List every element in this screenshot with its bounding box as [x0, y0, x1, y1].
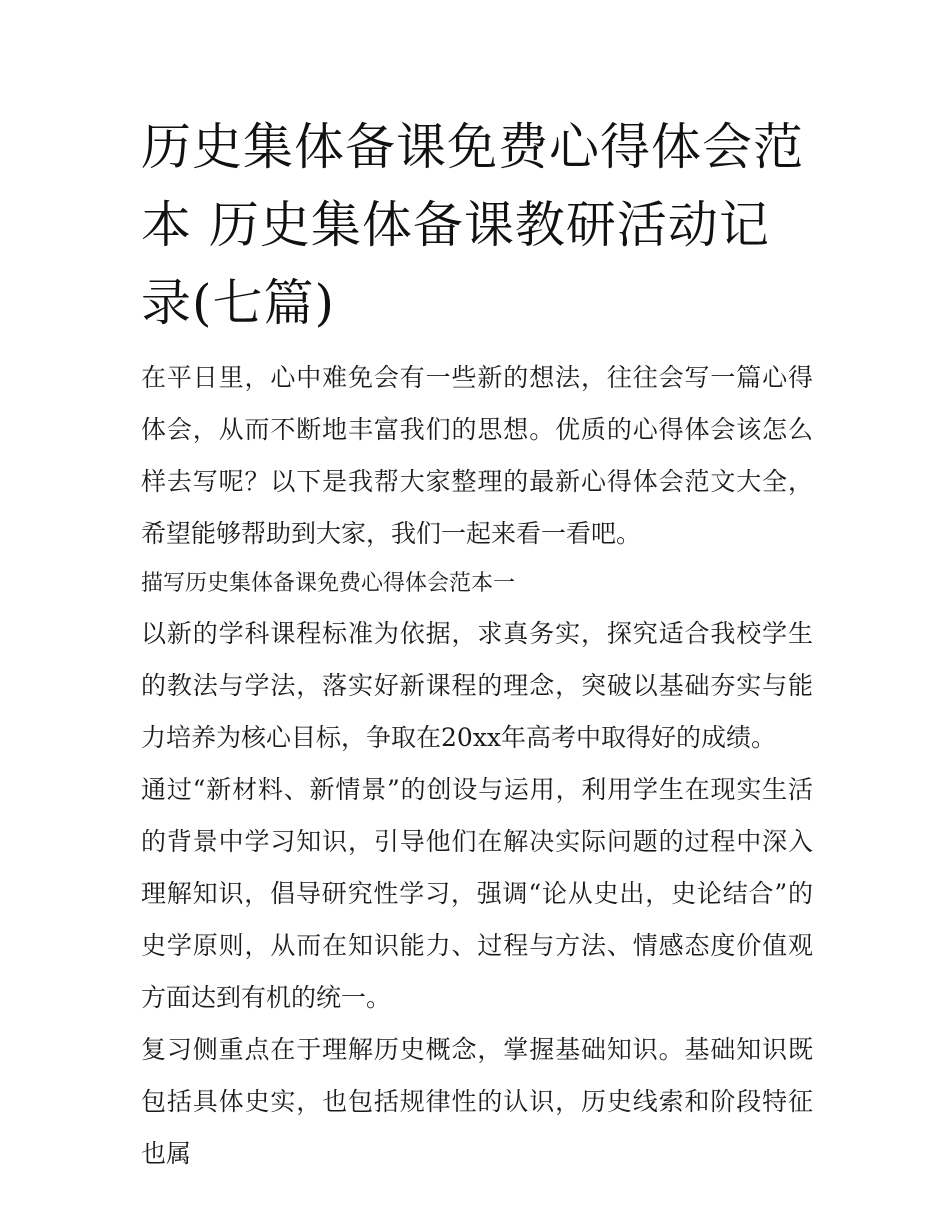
- body-paragraph: 通过“新材料、新情景”的创设与运用，利用学生在现实生活的背景中学习知识，引导他们在解决实际问题的过程中深入理解知识，倡导研究性学习，强调“论从史出，史论结合”的史学原则，从而在知识能力、过程与方法、情感态度价值观方面达到有机的统一。: [141, 775, 813, 1012]
- document-body: [141, 352, 813, 1180]
- intro-paragraph: 在平日里，心中难免会有一些新的想法，往往会写一篇心得体会，从而不断地丰富我们的思想。优质的心得体会该怎么样去写呢？以下是我帮大家整理的最新心得体会范文大全，希望能够帮助到大家，我们一起来看一看吧。: [141, 363, 813, 548]
- document-title: 历史集体备课免费心得体会范本 历史集体备课教研活动记录(七篇): [141, 118, 804, 332]
- body-paragraph: 复习侧重点在于理解历史概念，掌握基础知识。基础知识既包括具体史实，也包括规律性的认识，历史线索和阶段特征也属: [141, 1035, 813, 1168]
- body-paragraph: 以新的学科课程标准为依据，求真务实，探究适合我校学生的教法与学法，落实好新课程的理念，突破以基础夯实与能力培养为核心目标，争取在20xx年高考中取得好的成绩。: [141, 619, 813, 752]
- section-heading: 描写历史集体备课免费心得体会范本一: [141, 571, 516, 596]
- document-page: [141, 108, 813, 1180]
